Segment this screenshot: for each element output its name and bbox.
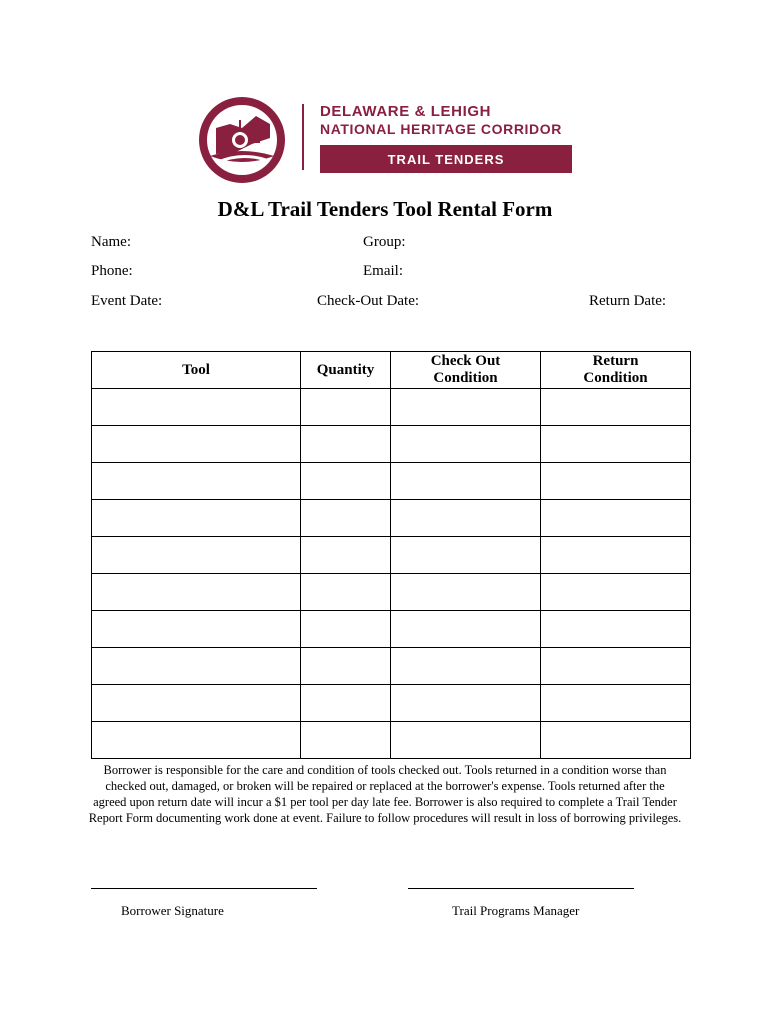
quantity-cell[interactable] [301, 537, 391, 574]
return-condition-cell[interactable] [541, 500, 691, 537]
quantity-cell[interactable] [301, 463, 391, 500]
return-condition-cell[interactable] [541, 574, 691, 611]
tool-cell[interactable] [92, 685, 301, 722]
table-header-row [92, 352, 691, 389]
checkout-condition-cell[interactable] [391, 537, 541, 574]
logo-org-subtitle: NATIONAL HERITAGE CORRIDOR [320, 121, 562, 137]
checkout-date-label: Check-Out Date: [317, 293, 420, 309]
form-title: D&L Trail Tenders Tool Rental Form [217, 197, 553, 221]
checkout-condition-cell[interactable] [391, 648, 541, 685]
return-condition-cell[interactable] [541, 426, 691, 463]
quantity-cell[interactable] [301, 722, 391, 759]
return-condition-cell[interactable] [541, 722, 691, 759]
dl-logo [196, 94, 576, 186]
logo-badge: TRAIL TENDERS [320, 145, 572, 173]
quantity-cell[interactable] [301, 574, 391, 611]
tool-cell[interactable] [92, 574, 301, 611]
quantity-cell[interactable] [301, 648, 391, 685]
tool-cell[interactable] [92, 463, 301, 500]
table-row [92, 463, 691, 500]
return-condition-cell[interactable] [541, 685, 691, 722]
group-label: Group: [363, 234, 406, 250]
return-condition-cell[interactable] [541, 463, 691, 500]
tool-table [91, 351, 691, 759]
logo-divider [302, 104, 304, 170]
checkout-condition-cell[interactable] [391, 389, 541, 426]
borrower-signature-line[interactable] [91, 888, 317, 889]
tool-cell[interactable] [92, 389, 301, 426]
name-label: Name: [91, 234, 131, 250]
checkout-condition-cell[interactable] [391, 426, 541, 463]
quantity-cell[interactable] [301, 685, 391, 722]
tool-cell[interactable] [92, 537, 301, 574]
table-row [92, 537, 691, 574]
borrower-signature-label: Borrower Signature [121, 903, 224, 918]
return-date-label: Return Date: [589, 293, 667, 309]
return-condition-cell[interactable] [541, 611, 691, 648]
tool-column-header: Tool [92, 352, 301, 389]
return-condition-cell[interactable] [541, 537, 691, 574]
manager-signature-label: Trail Programs Manager [452, 903, 580, 918]
quantity-cell[interactable] [301, 611, 391, 648]
checkout-condition-cell[interactable] [391, 611, 541, 648]
tool-cell[interactable] [92, 426, 301, 463]
quantity-cell[interactable] [301, 426, 391, 463]
tool-cell[interactable] [92, 722, 301, 759]
table-row [92, 574, 691, 611]
table-row [92, 389, 691, 426]
tool-cell[interactable] [92, 611, 301, 648]
event-date-label: Event Date: [91, 293, 163, 309]
return-condition-cell[interactable] [541, 389, 691, 426]
table-row [92, 611, 691, 648]
checkout-condition-column-header: Check Out Condition [391, 352, 541, 389]
heritage-corridor-emblem-icon [196, 94, 288, 186]
checkout-condition-cell[interactable] [391, 463, 541, 500]
checkout-condition-cell[interactable] [391, 685, 541, 722]
table-row [92, 648, 691, 685]
email-label: Email: [363, 263, 403, 279]
table-row [92, 500, 691, 537]
quantity-column-header: Quantity [301, 352, 391, 389]
logo-org-name: DELAWARE & LEHIGH [320, 103, 492, 120]
return-condition-cell[interactable] [541, 648, 691, 685]
table-row [92, 426, 691, 463]
table-row [92, 685, 691, 722]
tool-cell[interactable] [92, 500, 301, 537]
phone-label: Phone: [91, 263, 133, 279]
quantity-cell[interactable] [301, 389, 391, 426]
return-condition-column-header: Return Condition [541, 352, 691, 389]
manager-signature-line[interactable] [408, 888, 634, 889]
borrower-policy-notice: Borrower is responsible for the care and condition of tools checked out. Tools returned in a condition worse than checked out, damaged, or broken will be repaired or replaced at the borrower's expense. Tools returned after the agreed upon return date will incur a $1 per tool per day late fee. Borrower is also required to complete a Trail Tender Report Form documenting work done at event. Failure to follow procedures will result in loss of borrowing privileges. [88, 763, 682, 825]
checkout-condition-cell[interactable] [391, 500, 541, 537]
quantity-cell[interactable] [301, 500, 391, 537]
tool-cell[interactable] [92, 648, 301, 685]
checkout-condition-cell[interactable] [391, 722, 541, 759]
table-row [92, 722, 691, 759]
checkout-condition-cell[interactable] [391, 574, 541, 611]
